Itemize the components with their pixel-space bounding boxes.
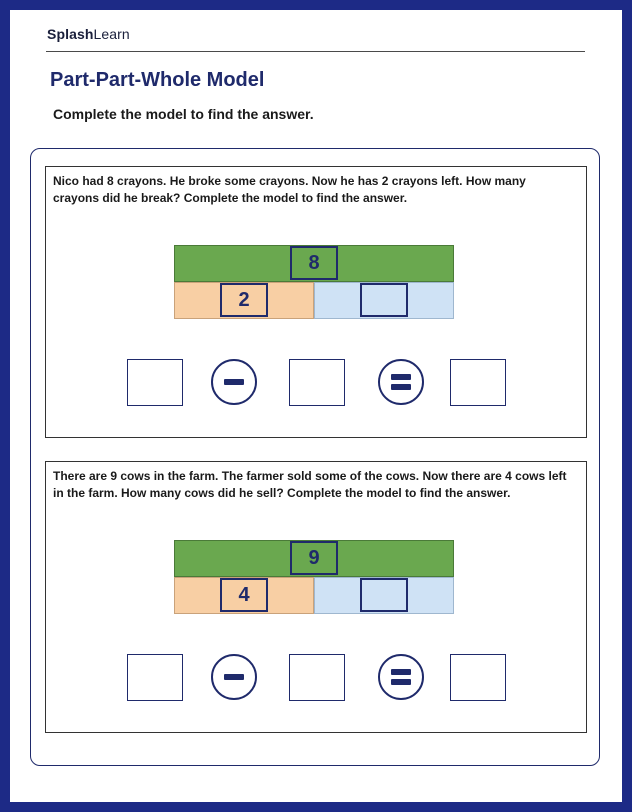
- equation-row-2: [127, 654, 507, 702]
- equation-answer-input[interactable]: [450, 654, 506, 701]
- known-part-value: 4: [220, 578, 268, 612]
- equals-icon: [378, 359, 424, 405]
- equation-answer-input[interactable]: [450, 359, 506, 406]
- problem-2-text: There are 9 cows in the farm. The farmer sold some of the cows. Now there are 4 cows left in the farm. How many cows did he sell? Complete the model to find the answer.: [53, 469, 567, 500]
- whole-value: 9: [290, 541, 338, 575]
- whole-value: 8: [290, 246, 338, 280]
- page-title: Part-Part-Whole Model: [50, 69, 265, 91]
- equation-input-2[interactable]: [289, 654, 345, 701]
- worksheet-page: [10, 10, 622, 802]
- part-part-whole-model-2: [174, 540, 454, 614]
- equals-icon: [378, 654, 424, 700]
- problem-2: [45, 461, 587, 733]
- minus-icon: [211, 654, 257, 700]
- unknown-part-input[interactable]: [360, 283, 408, 317]
- unknown-part-input[interactable]: [360, 578, 408, 612]
- minus-icon: [211, 359, 257, 405]
- problem-1-text: Nico had 8 crayons. He broke some crayons. Now he has 2 crayons left. How many crayons did he break? Complete the model to find the answer.: [53, 174, 526, 205]
- equation-input-1[interactable]: [127, 654, 183, 701]
- brand-logo: [47, 26, 130, 42]
- equation-row-1: [127, 359, 507, 407]
- part-part-whole-model-1: [174, 245, 454, 319]
- instruction-text: Complete the model to find the answer.: [53, 106, 314, 122]
- equation-input-2[interactable]: [289, 359, 345, 406]
- brand-bold: Splash: [47, 26, 94, 42]
- brand-light: Learn: [93, 26, 130, 42]
- equation-input-1[interactable]: [127, 359, 183, 406]
- problem-1: [45, 166, 587, 438]
- known-part-value: 2: [220, 283, 268, 317]
- header-divider: [46, 51, 585, 52]
